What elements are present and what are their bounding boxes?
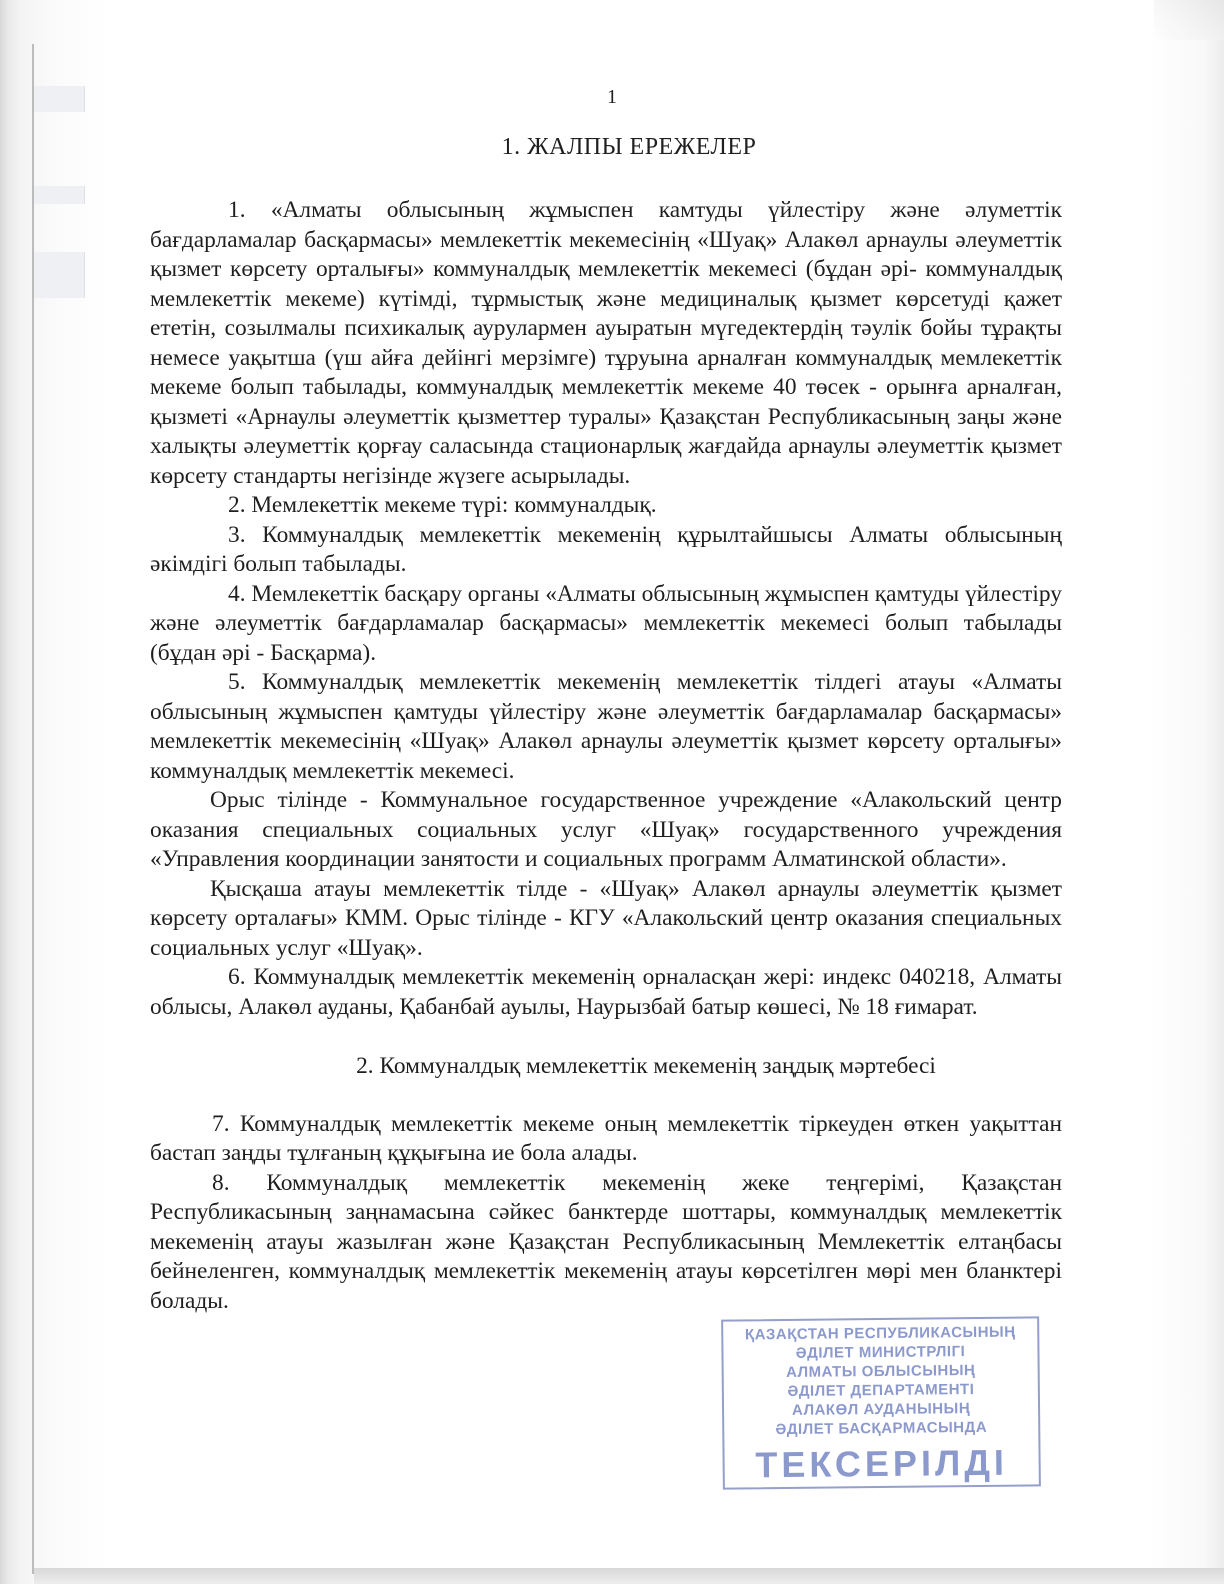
paragraph-8: 8. Коммуналдық мемлекеттік мекеменің жеке теңгерімі, Қазақстан Республикасының заңнамасына сәйкес банктерде шоттары, коммуналдық мемлекеттік мекеменің атауы жазылған және Қазақстан Республикасының Мемлекеттік елтаңбасы бейнеленген, коммуналдық мемлекеттік мекеменің атауы көрсетілген мөрі мен бланктері болады. bbox=[150, 1169, 1062, 1314]
paragraph-1: 1. «Алматы облысының жұмыспен камтуды үйлестіру және әлуметтік бағдарламалар басқармасы» мемлекеттік мекемесінің «Шуақ» Алакөл арнаулы әлеуметтік қызмет көрсету орталығы» коммуналдық мемлекеттік мекемесі (бұдан әрі- коммуналдық мемлекеттік мекеме) күтімді, тұрмыстық және медициналық қызмет көрсетуді қажет ететін, созылмалы психикалық аурулармен ауыратын мүгедектердің тәулік бойы тұрақты немесе уақытша (үш айға дейінгі мерзімге) тұруына арналған коммуналдық мемлекеттік мекеме болып табылады, коммуналдық мемлекеттік мекеме 40 төсек - орынға арналған, қызметі «Арнаулы әлеуметтік қызметтер туралы» Қазақстан Республикасының заңы және халықты әлеуметтік қорғау саласында стационарлық жағдайда арнаулы әлеуметтік қызмет көрсету стандарты негізінде жүзеге асырылады. bbox=[150, 197, 1062, 489]
bleed-through-mark bbox=[34, 252, 85, 298]
paragraph-4: 4. Мемлекеттік басқару органы «Алматы облысының жұмыспен қамтуды үйлестіру және әлеуметтік бағдарламалар басқармасы» мемлекеттік мекемесі болып табылады (бұдан әрі - Басқарма). bbox=[150, 580, 1062, 666]
paragraph-short-name: Қысқаша атауы мемлекеттік тілде - «Шуақ» Алакөл арнаулы әлеуметтік қызмет көрсету орталағы» КММ. Орыс тілінде - КГУ «Алакольский центр оказания специальных социальных услуг «Шуақ». bbox=[150, 875, 1062, 961]
stamp-verified: ТЕКСЕРІЛДІ bbox=[755, 1441, 1009, 1486]
paragraph-2: 2. Мемлекеттік мекеме түрі: коммуналдық. bbox=[228, 492, 657, 518]
page-corner-shadow bbox=[1154, 0, 1224, 40]
stamp-line: АЛМАТЫ ОБЛЫСЫНЫҢ bbox=[785, 1362, 976, 1381]
bleed-through-mark bbox=[34, 186, 85, 204]
paragraph-7: 7. Коммуналдық мемлекеттік мекеме оның мемлекеттік тіркеуден өткен уақыттан бастап заңды тұлғаның құқығына ие бола алады. bbox=[150, 1110, 1062, 1166]
page-bottom-edge bbox=[34, 1568, 1224, 1584]
stamp-line: ӘДІЛЕТ ДЕПАРТАМЕНТІ bbox=[787, 1381, 975, 1400]
stamp-line: ҚАЗАҚСТАН РЕСПУБЛИКАСЫНЫҢ bbox=[744, 1323, 1016, 1344]
page-number: 1 bbox=[607, 86, 617, 108]
stamp-line: АЛАКӨЛ АУДАНЫНЫҢ bbox=[791, 1400, 971, 1419]
stamp-line: ӘДІЛЕТ МИНИСТРЛІГІ bbox=[795, 1343, 966, 1362]
paragraph-5: 5. Коммуналдық мемлекеттік мекеменің мемлекеттік тілдегі атауы «Алматы облысының жұмыспен қамтуды үйлестіру және әлеуметтік бағдарламалар басқармасы» мемлекеттік мекемесінің «Шуақ» Алакөл арнаулы әлеуметтік қызмет көрсету орталығы» коммуналдық мемлекеттік мекемесі. bbox=[150, 669, 1062, 784]
stamp-line: ӘДІЛЕТ БАСҚАРМАСЫНДА bbox=[775, 1418, 988, 1439]
official-stamp bbox=[721, 1316, 1041, 1489]
paragraph-6: 6. Коммуналдық мемлекеттік мекеменің орналасқан жері: индекс 040218, Алматы облысы, Алакөл ауданы, Қабанбай ауылы, Наурызбай батыр көшесі, № 18 ғимарат. bbox=[150, 964, 1062, 1020]
section-2-title: 2. Коммуналдық мемлекеттік мекеменің заңдық мәртебесі bbox=[356, 1053, 936, 1079]
paragraph-russian-name: Орыс тілінде - Коммунальное государственное учреждение «Алакольский центр оказания специальных социальных услуг «Шуақ» государственного учреждения «Управления координации занятости и социальных программ Алматинской области». bbox=[150, 787, 1062, 872]
page-title: 1. ЖАЛПЫ ЕРЕЖЕЛЕР bbox=[501, 134, 757, 160]
paragraph-3: 3. Коммуналдық мемлекеттік мекеменің құрылтайшысы Алматы облысының әкімдігі болып табылады. bbox=[150, 521, 1062, 577]
document-body bbox=[150, 196, 1062, 1316]
